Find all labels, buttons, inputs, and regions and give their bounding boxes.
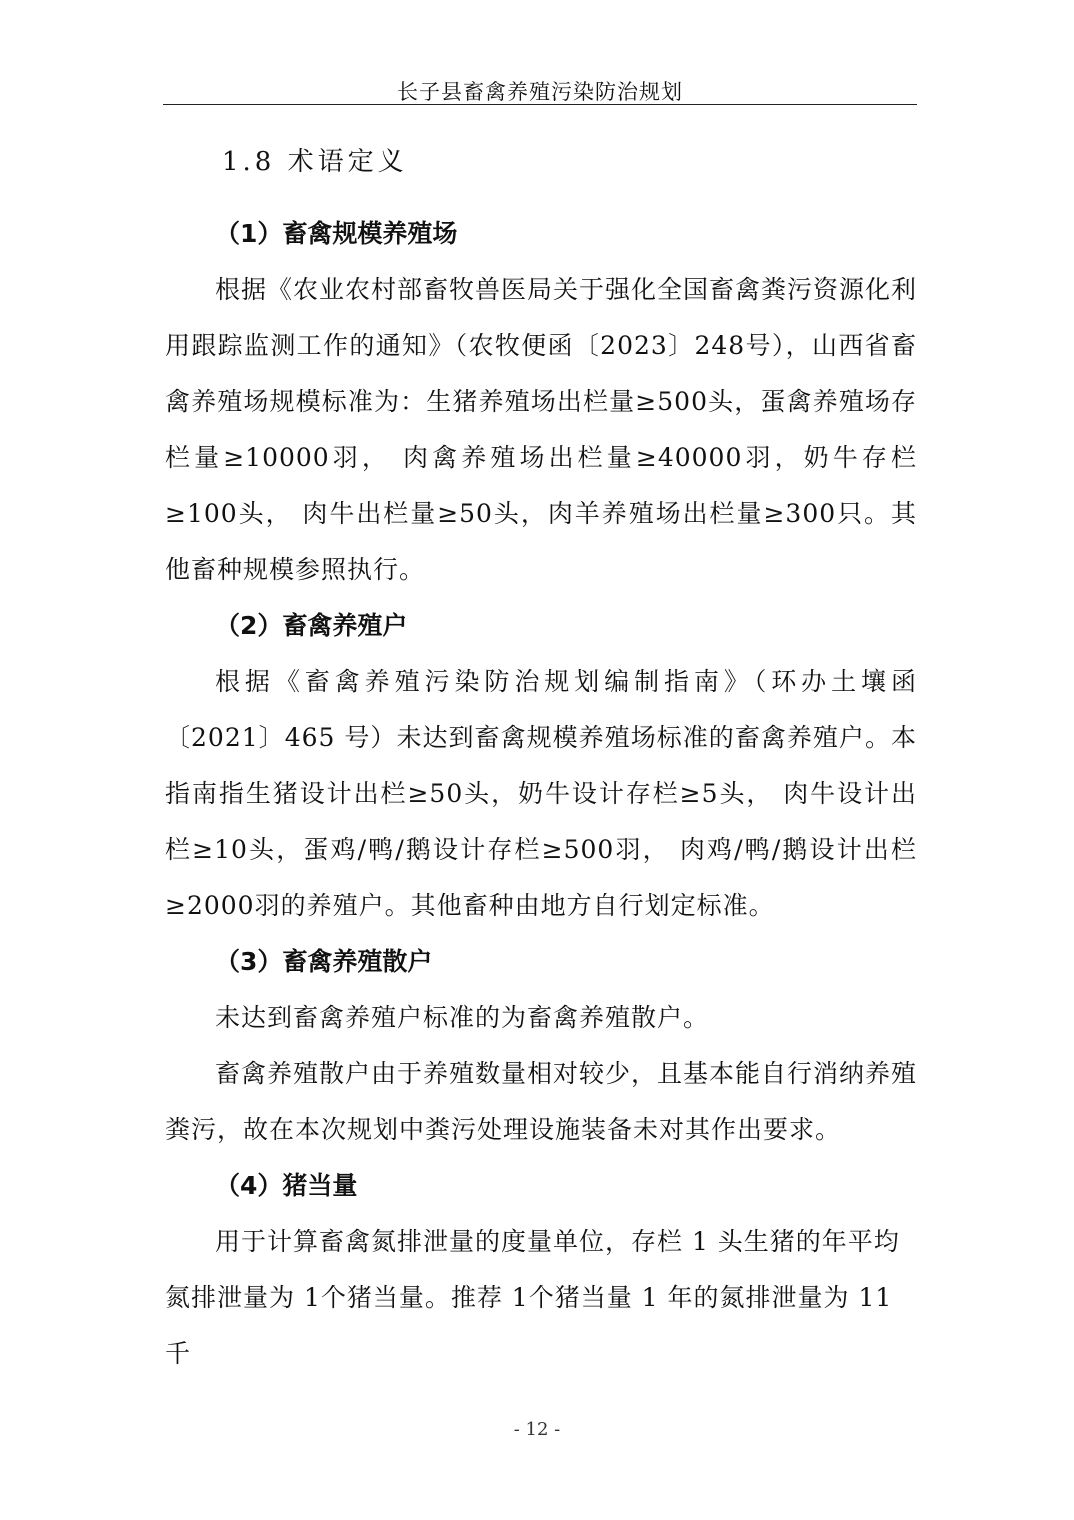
section-title: 1.8 术语定义 (222, 147, 408, 177)
paragraph: 根据《农业农村部畜牧兽医局关于强化全国畜禽粪污资源化利用跟踪监测工作的通知》（农牧便函〔2023〕248号），山西省畜禽养殖场规模标准为：生猪养殖场出栏量≥500头，蛋禽养殖场存栏量≥10000羽， 肉禽养殖场出栏量≥40000羽，奶牛存栏≥100头， 肉牛出栏量≥50头，肉羊养殖场出栏量≥300只。其他畜种规模参照执行。 (165, 275, 918, 584)
page-number: - 12 - (513, 1419, 561, 1440)
subsection-heading: （1）畜禽规模养殖场 (215, 219, 458, 248)
paragraph: 根据《畜禽养殖污染防治规划编制指南》（环办土壤函〔2021〕465 号）未达到畜禽规模养殖场标准的畜禽养殖户。本指南指生猪设计出栏≥50头，奶牛设计存栏≥5头， 肉牛设计出栏≥10头，蛋鸡/鸭/鹅设计存栏≥500羽， 肉鸡/鸭/鹅设计出栏≥2000羽的养殖户。其他畜种由地方自行划定标准。 (165, 667, 917, 920)
subsection-breeding-household (165, 598, 917, 934)
subsection-heading: （4）猪当量 (215, 1171, 358, 1200)
running-header: 长子县畜禽养殖污染防治规划 (397, 80, 683, 104)
document-body (165, 138, 917, 1382)
subsection-heading: （2）畜禽养殖户 (215, 611, 408, 640)
paragraph: 用于计算畜禽氮排泄量的度量单位，存栏 1 头生猪的年平均氮排泄量为 1个猪当量。推荐 1个猪当量 1 年的氮排泄量为 11 千 (165, 1227, 900, 1368)
subsection-pig-equivalent (165, 1158, 917, 1382)
paragraph: 畜禽养殖散户由于养殖数量相对较少，且基本能自行消纳养殖粪污，故在本次规划中粪污处理设施装备未对其作出要求。 (165, 1059, 918, 1144)
paragraph: 未达到畜禽养殖户标准的为畜禽养殖散户。 (215, 1003, 710, 1032)
subsection-small-household (165, 934, 917, 1158)
header-divider (163, 104, 917, 105)
subsection-large-scale-farm (165, 206, 917, 598)
subsection-heading: （3）畜禽养殖散户 (215, 947, 433, 976)
